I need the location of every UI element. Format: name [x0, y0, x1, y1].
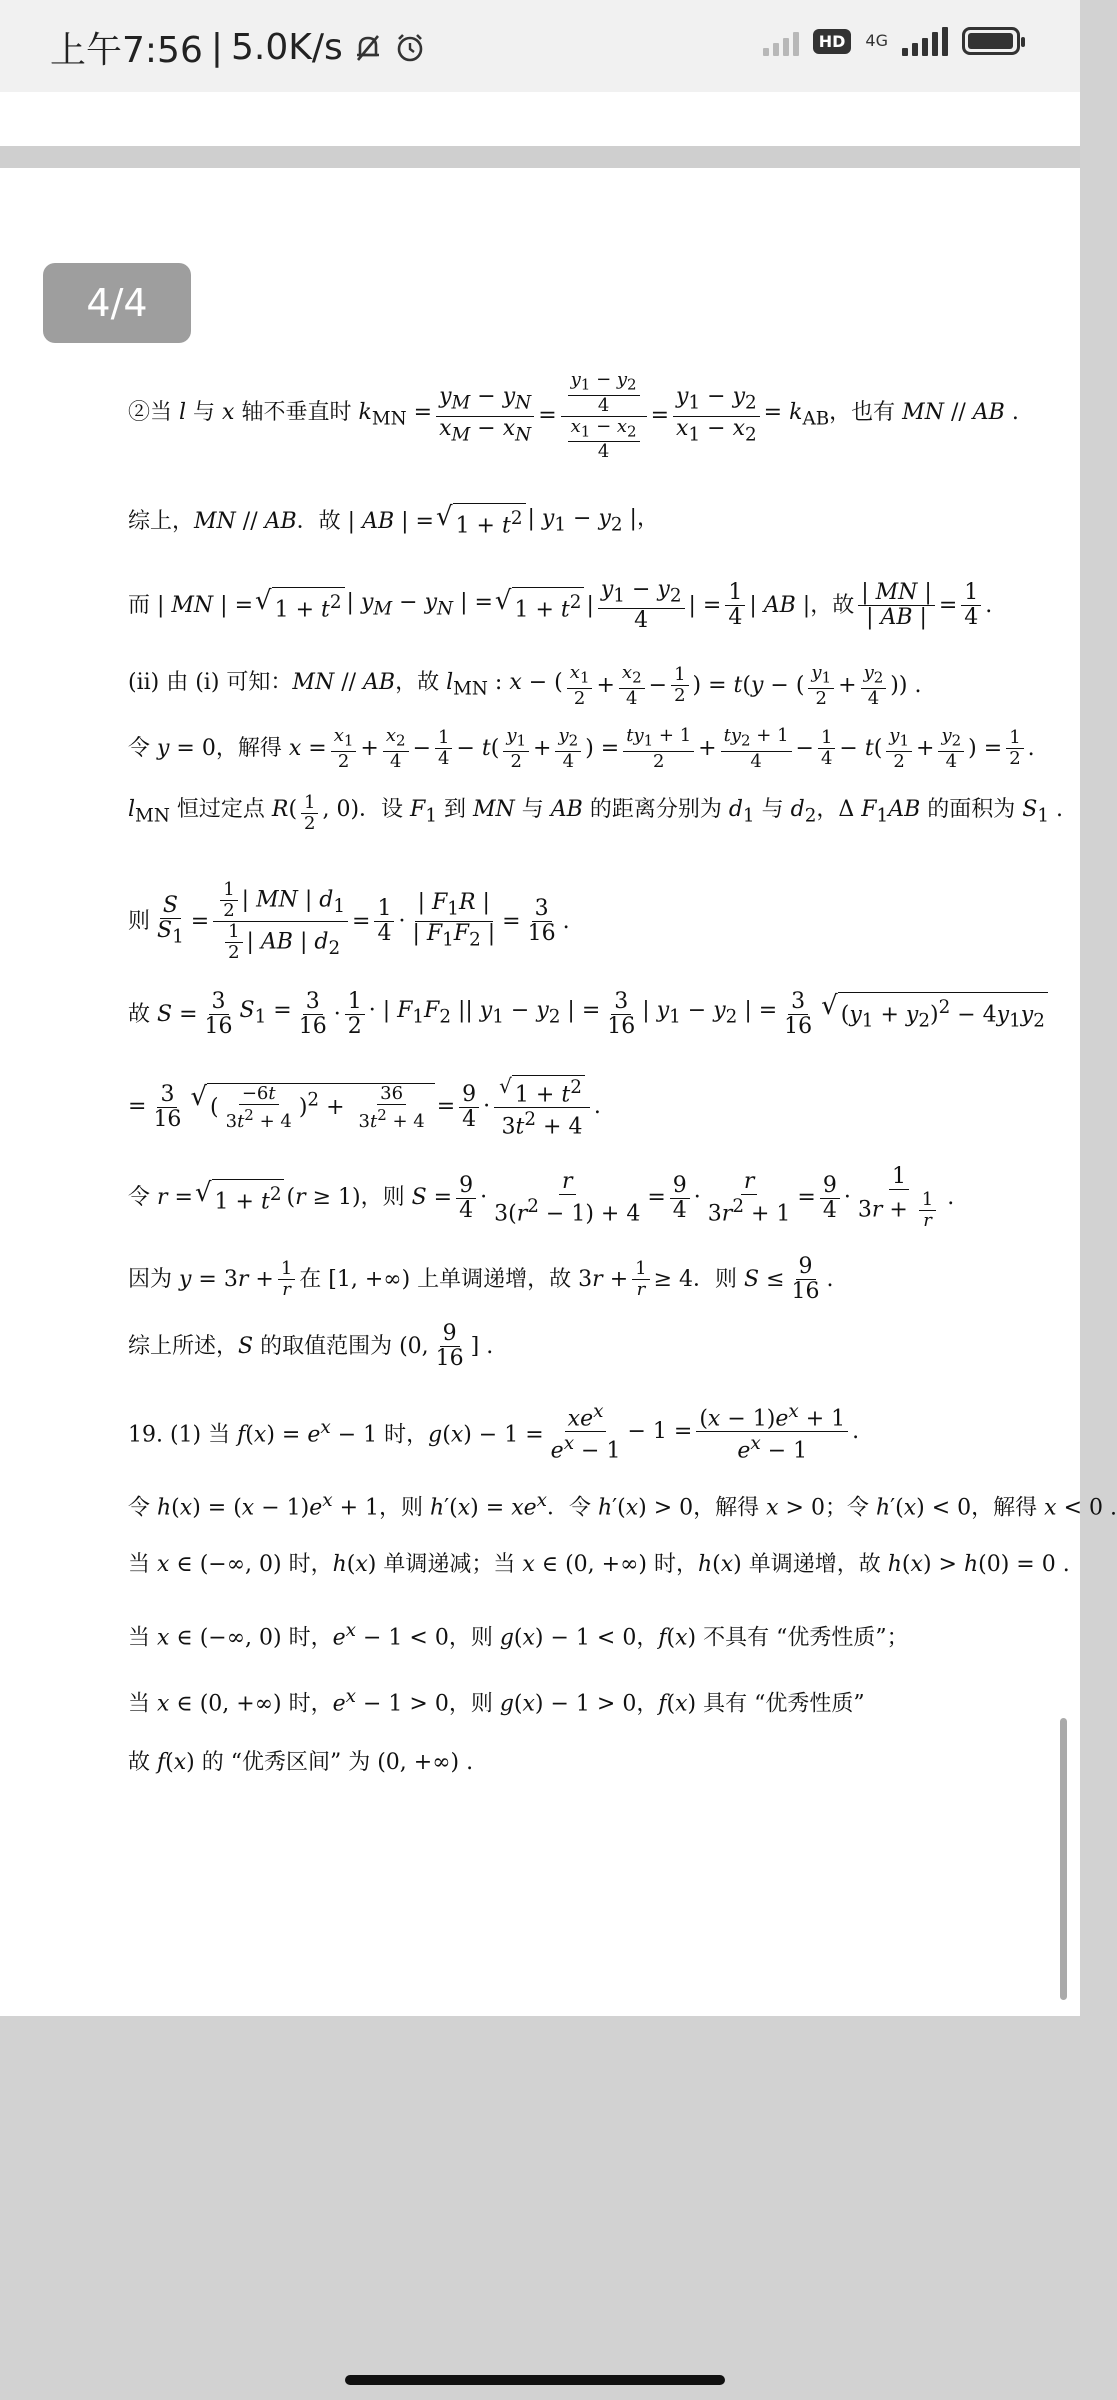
doc-line-12: 综上所述，S 的取值范围为 (0, $\frac{9}{16}$ ] .: [128, 1321, 494, 1371]
viewer-top-area: [0, 92, 1080, 146]
network-type: 4G: [865, 31, 888, 50]
doc-line-6: $l_{MN}$ 恒过定点 R( $\frac{1}{2}$ , 0)．设 $F_1$ 到 MN 与 AB 的距离分别为 $d_1$ 与 $d_2$，Δ $F_1AB$ 的面积为 $S_1$ .: [128, 792, 1063, 834]
doc-line-7: 则 $\frac{S}{S_1}$ = $\frac{1}{2}$ | MN | $d_1$ $\frac{1}{2}$ | AB | $d_2$ = $\frac{1}{4}$ · $\frac{| F_1R |}{| F_1F_2 |}$ = $\frac{3}{16}$ .: [128, 879, 570, 963]
doc-line-3: 而 | MN | = √ $1 + t^2$ | $y_M - y_N$ | = √ $1 + t^2$ | $\frac{y_1 - y_2}{4}$ | = $\frac{1}{4}$ | AB |，故 $\frac{| MN |}{| AB |}$ = $\frac{1}{4}$ .: [128, 577, 993, 634]
status-bar: [0, 0, 1080, 92]
doc-line-11: 因为 y = 3r + $\frac{1}{r}$ 在 [1, +∞) 上单调递增，故 3r + $\frac{1}{r}$ ≥ 4．则 S ≤ $\frac{9}{16}$ .: [128, 1254, 834, 1304]
mute-bell-icon: [351, 31, 385, 65]
doc-line-1: ②当 l 与 x 轴不垂直时 $k_{MN}$ = $\frac{y_M - y_N}{x_M - x_N}$ = $\frac{\frac{y_1 - y_2}{4}}{\frac{x_1 - x_2}{4}}$ = $\frac{y_1 - y_2}{x_1 - x_2}$ = $k_{AB}$，也有 MN // AB .: [128, 369, 1019, 463]
signal-1-icon: [763, 26, 799, 56]
doc-line-14: 令 $h(x) = (x - 1)e^x + 1$，则 $h'(x) = xe^x$．令 h′(x) > 0，解得 x > 0；令 h′(x) < 0，解得 x < 0 .: [128, 1490, 1117, 1521]
doc-line-2: 综上，MN // AB．故 | AB | = √ $1 + t^2$ | $y_1 - y_2$ |，: [128, 503, 659, 541]
viewer-bottom-area: [0, 2016, 1080, 2400]
signal-2-icon: [902, 26, 948, 56]
doc-line-13: 19. (1) 当 $f(x) = e^x - 1$ 时，g(x) − 1 = $\frac{xe^x}{e^x - 1}$ − 1 = $\frac{(x - 1)e^x + 1}{e^x - 1}$ .: [128, 1401, 860, 1464]
doc-line-18: 故 f(x) 的 “优秀区间” 为 (0, +∞) .: [128, 1750, 474, 1775]
battery-icon: [962, 27, 1020, 55]
doc-line-16: 当 x ∈ (−∞, 0) 时，$e^x - 1 < 0$，则 g(x) − 1 < 0，f(x) 不具有 “优秀性质”；: [128, 1620, 909, 1651]
doc-line-8: 故 S = $\frac{3}{16}$ $S_1$ = $\frac{3}{16}$ · $\frac{1}{2}$ · | $F_1F_2$ || $y_1 - y_2$ | = $\frac{3}{16}$ | $y_1 - y_2$ | = $\frac{3}{16}$ √ $(y_1 + y_2)^2 - 4y_1y_2$: [128, 990, 1050, 1039]
doc-line-4: (ii) 由 (i) 可知：MN // AB，故 $l_{MN}$ : x − ( $\frac{x_1}{2}$ + $\frac{x_2}{4}$ − $\frac{1}{2}$ ) = t(y − ( $\frac{y_1}{2}$ + $\frac{y_2}{4}$ )) .: [128, 662, 922, 709]
doc-line-10: 令 r = √ $1 + t^2$ (r ≥ 1)，则 S = $\frac{9}{4}$ · $\frac{r}{3(r^2 - 1) + 4}$ = $\frac{9}{4}$ · $\frac{r}{3r^2 + 1}$ = $\frac{9}{4}$ · 1 3r + $\frac{1}{r}$ .: [128, 1164, 955, 1231]
doc-line-9: = $\frac{3}{16}$ √ ( $\frac{-6t}{3t^2 + 4}$ )$^2$ + $\frac{36}{3t^2 + 4}$ = $\frac{9}{4}$ · √ $1 + t^2$ $3t^2 + 4$ .: [128, 1074, 601, 1140]
status-time: 上午7:56: [50, 30, 203, 71]
scrollbar[interactable]: [1060, 1718, 1067, 2000]
doc-line-15: 当 x ∈ (−∞, 0) 时，h(x) 单调递减；当 x ∈ (0, +∞) 时，h(x) 单调递增，故 h(x) > h(0) = 0 .: [128, 1552, 1070, 1577]
doc-line-17: 当 x ∈ (0, +∞) 时，$e^x - 1 > 0$，则 g(x) − 1 > 0，f(x) 具有 “优秀性质”: [128, 1686, 865, 1717]
status-right: [763, 26, 1020, 56]
page-gap: [0, 146, 1080, 168]
hd-icon: HD: [813, 29, 852, 54]
alarm-icon: [393, 31, 427, 65]
status-left: [50, 22, 427, 73]
doc-line-5: 令 y = 0，解得 x = $\frac{x_1}{2}$ + $\frac{x_2}{4}$ − $\frac{1}{4}$ − t( $\frac{y_1}{2}$ + $\frac{y_2}{4}$ ) = $\frac{ty_1 + 1}{2}$ + $\frac{ty_2 + 1}{4}$ − $\frac{1}{4}$ − t( $\frac{y_1}{2}$ + $\frac{y_2}{4}$ ) = $\frac{1}{2}$ .: [128, 725, 1035, 772]
status-separator: |: [210, 27, 223, 68]
status-speed: 5.0K/s: [230, 27, 343, 68]
page-indicator: 4/4: [43, 263, 191, 343]
home-indicator[interactable]: [345, 2375, 725, 2385]
